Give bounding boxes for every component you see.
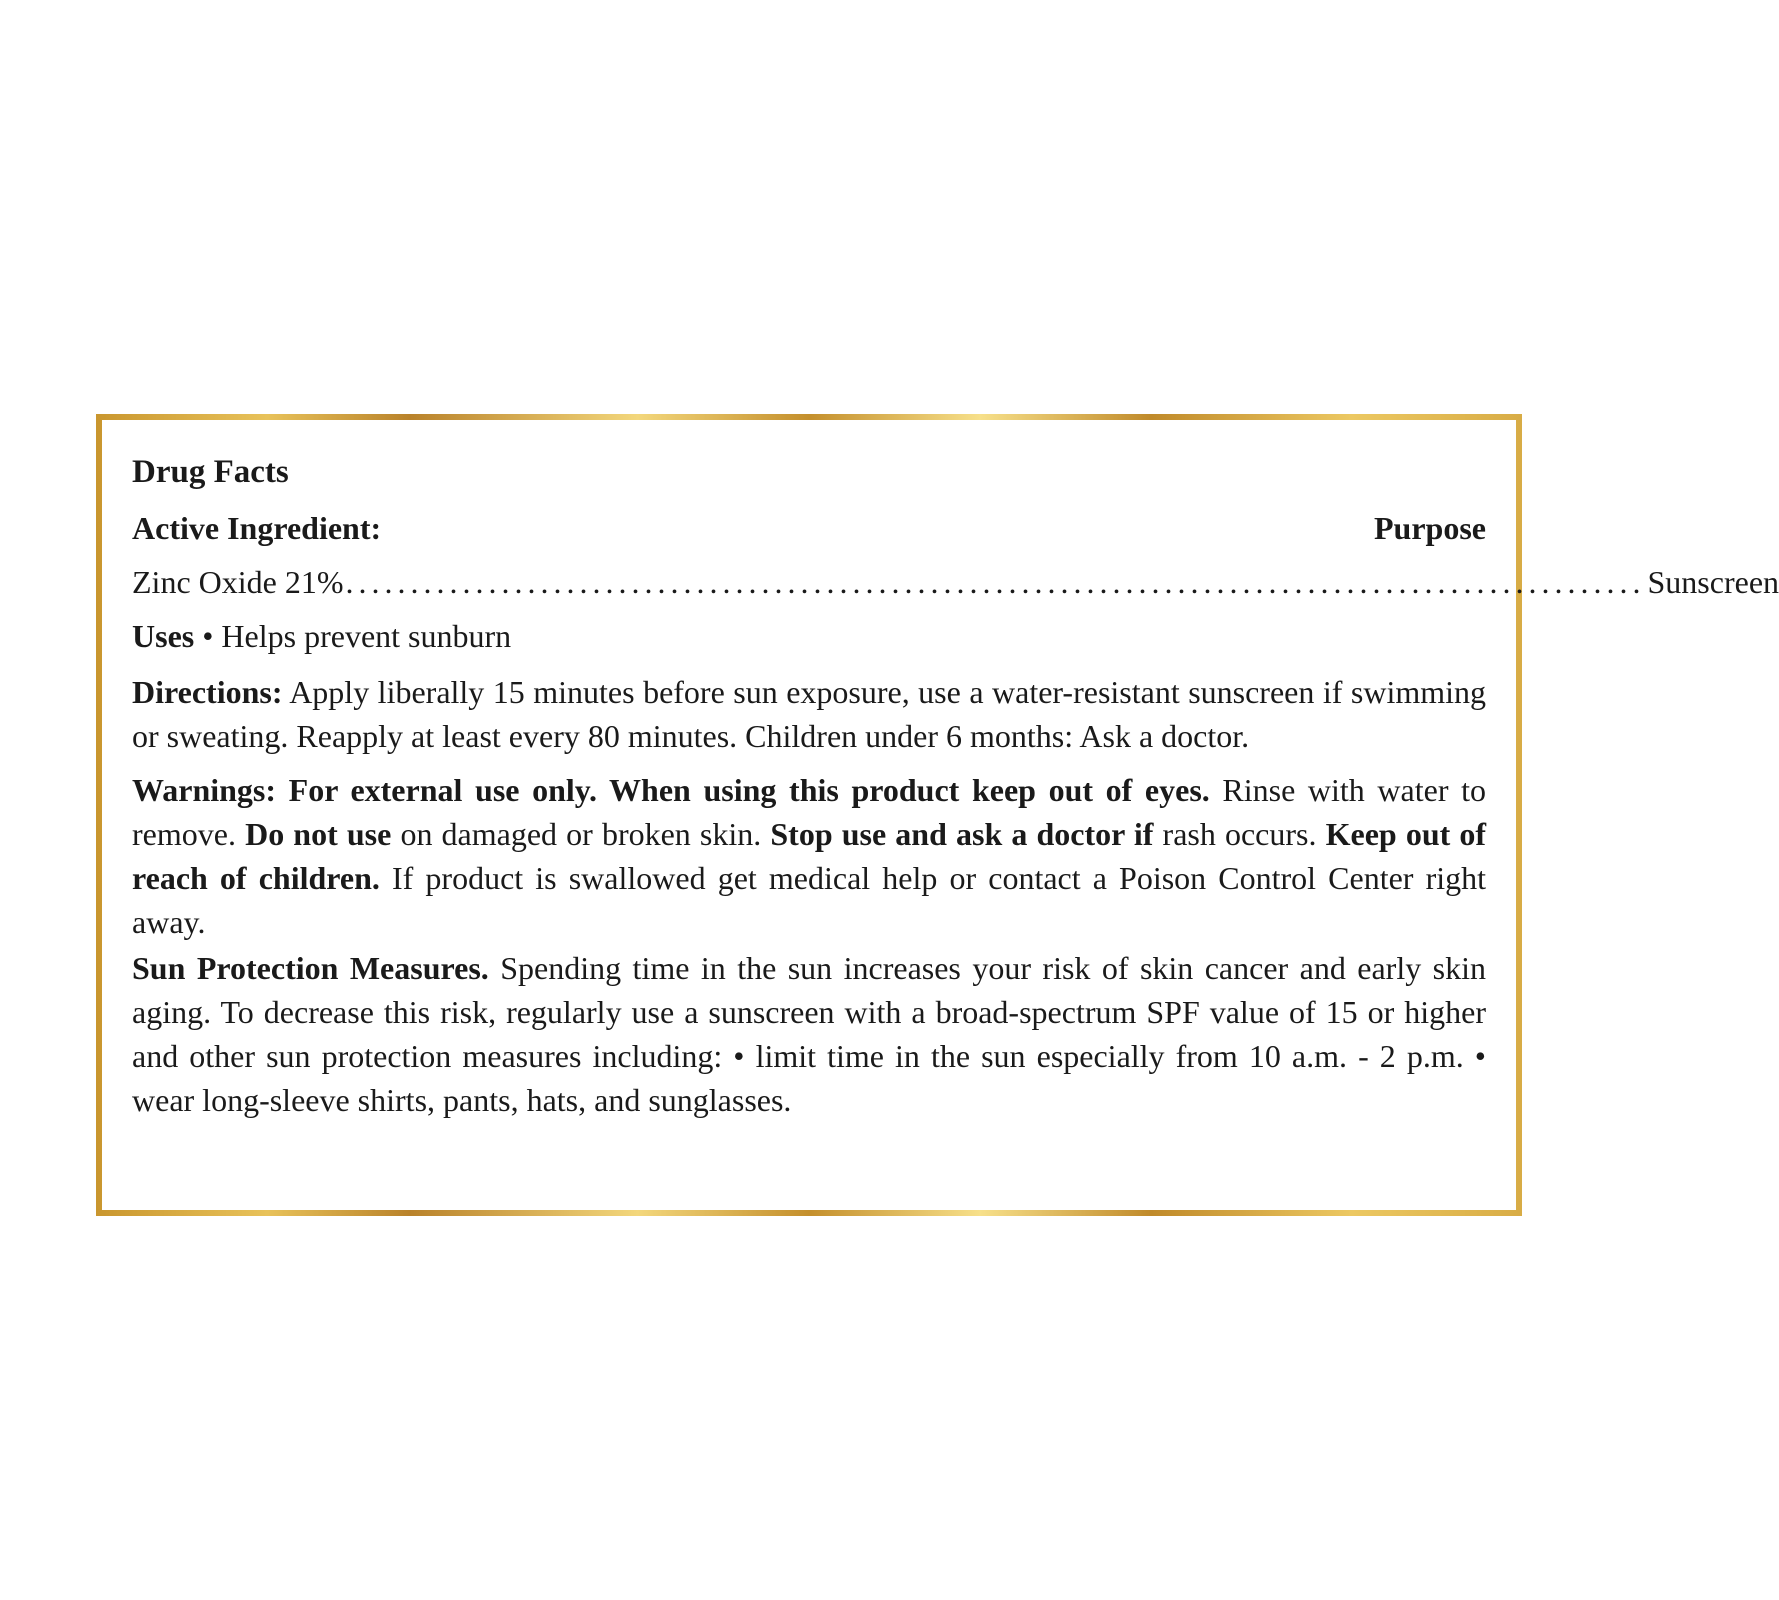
warnings-text-4: If product is swallowed get medical help or contact a Poison Control Center right away. — [132, 860, 1487, 940]
warnings-text-2: on damaged or broken skin. — [391, 816, 771, 852]
ingredient-row — [132, 560, 1779, 604]
gold-frame — [96, 414, 1779, 1216]
directions-section — [132, 670, 1486, 758]
warnings-section — [132, 768, 1486, 944]
drug-facts-title: Drug Facts — [132, 454, 289, 490]
drug-facts-panel — [102, 420, 1779, 1210]
uses-heading: Uses — [132, 618, 195, 654]
warnings-do-not-use: Do not use — [245, 816, 392, 852]
ingredient-purpose: Sunscreen — [1647, 564, 1779, 600]
sun-protection-section — [132, 946, 1486, 1122]
dot-leader: .................................................................................................... — [345, 564, 1646, 600]
uses-text: • Helps prevent sunburn — [194, 618, 512, 654]
warnings-text-1: Rinse with water to remove. — [132, 772, 1486, 852]
directions-heading: Directions: — [132, 674, 283, 710]
warnings-keep-out-of-reach: Keep out of reach of children. — [132, 816, 1487, 896]
ingredient-name: Zinc Oxide 21% — [132, 564, 344, 600]
purpose-heading: Purpose — [1374, 510, 1486, 546]
active-ingredient-heading: Active Ingredient: — [132, 510, 382, 546]
sun-protection-heading: Sun Protection Measures. — [132, 950, 489, 986]
directions-text: Apply liberally 15 minutes before sun exposure, use a water-resistant sunscreen if swimming or sweating. Reapply at least every 80 minutes. Children under 6 months: Ask a doctor. — [132, 674, 1486, 754]
warnings-stop-use: Stop use and ask a doctor if — [770, 816, 1154, 852]
warnings-heading: Warnings: For external use only. When using this product keep out of eyes. — [132, 772, 1210, 808]
active-ingredient-header-row — [132, 506, 1486, 550]
warnings-text-3: rash occurs. — [1153, 816, 1326, 852]
uses-section — [132, 614, 1486, 658]
sun-protection-text: Spending time in the sun increases your risk of skin cancer and early skin aging. To decrease this risk, regularly use a sunscreen with a broad-spectrum SPF value of 15 or higher and other sun protection measures including: • limit time in the sun especially from 10 a.m. - 2 p.m. • wear long-sleeve shirts, pants, hats, and sunglasses. — [132, 950, 1486, 1118]
